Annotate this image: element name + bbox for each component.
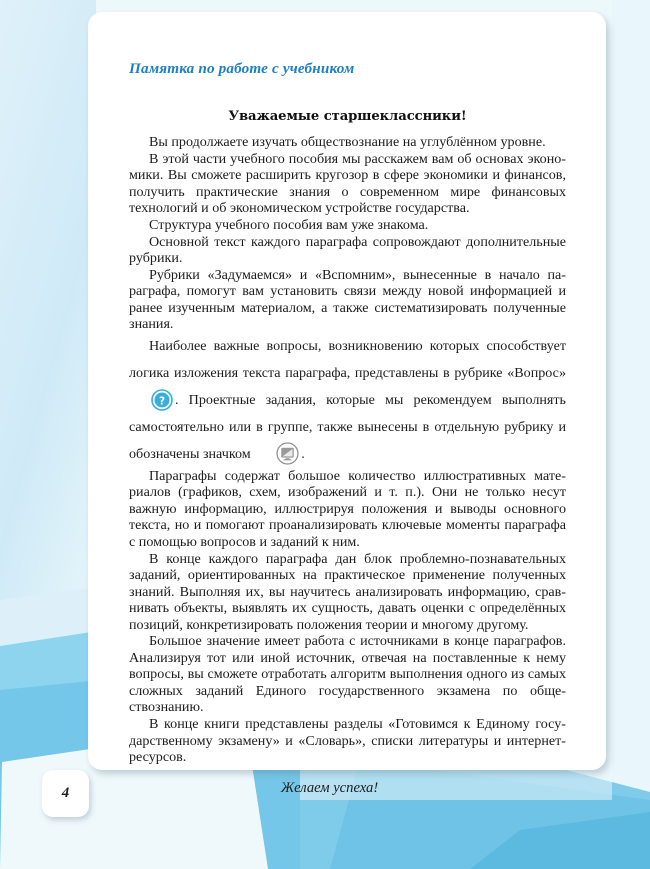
page-number-badge [42,770,89,817]
page-title: Памятка по работе с учебником [129,60,355,77]
paragraph-2: В этой части учебного пособия мы расскажем вам об основах экономики. Вы сможете расширить кругозор в сфере экономики и финансов, получить практические знания о современном мире финансовых технологий и об экономическом устройстве государства. [129,150,566,217]
page-number-value: 4 [61,785,70,801]
paragraph-9: В конце книги представлены разделы «Готовимся к Единому государственному экзамену» и «Словарь», списки литературы и интернет-ресурсов. [129,716,566,766]
salutation-heading: Уважаемые старшеклассники! [228,109,467,125]
paragraph-3: Структура учебного пособия вам уже знакома. [149,216,429,233]
svg-text:?: ? [158,395,166,408]
paragraph-7: В конце каждого параграфа дан блок проблемно-познавательных заданий, ориентированных на практическое применение полученных знаний. Выполняя их, вы научитесь анализировать информацию, сравнивать объекты, выявлять их сущность, давать оценки с определённых позиций, конкретизировать положения теории и многому другому. [129,550,566,633]
content-card [88,12,606,796]
paragraph-4: Основной текст каждого параграфа сопровождают дополнительные рубрики. [129,233,566,267]
paragraph-1: Вы продолжаете изучать обществознание на углублённом уровне. [149,134,546,151]
paragraph-with-icons [129,333,566,468]
question-mark-icon [131,389,173,411]
paragraph-6: Параграфы содержат большое количество иллюстративных материалов (графиков, схем, изображений и т. п.). Они не только несут важную информацию, иллюстрируя положения и выводы основного текста, но и помогают проанализировать ключевые моменты параграфа с помощью вопросов и заданий к ним. [129,467,566,550]
icon-paragraph-text-after: . Проектные задания, которые мы рекомендуем выполнять самостоятельно или в группе, также вынесены в отдельную рубрику и обозначены значком [129,391,566,462]
paragraph-8: Большое значение имеет работа с источниками в конце параграфов. Анализируя тот или иной источник, отвечая на поставленные к нему вопросы, вы сможете отработать алгоритм выполнения одного из самых сложных заданий Единого государственного экзамена по обществознанию. [129,633,566,716]
closing-line: Желаем успеха! [280,779,379,796]
paragraph-5: Рубрики «Задумаемся» и «Вспомним», вынесенные в начало параграфа, помогут вам установить связи между новой информацией и ранее изученным материалом, а также систематизировать полученные знания. [129,266,566,333]
icon-paragraph-text-tail: . [301,445,305,462]
card-inner [129,60,566,797]
icon-paragraph-text-before: Наиболее важные вопросы, возникновению которых способствует логика изложения текста параграфа, представлены в рубрике «Вопрос» [129,337,566,381]
computer-screen-icon [256,442,299,465]
